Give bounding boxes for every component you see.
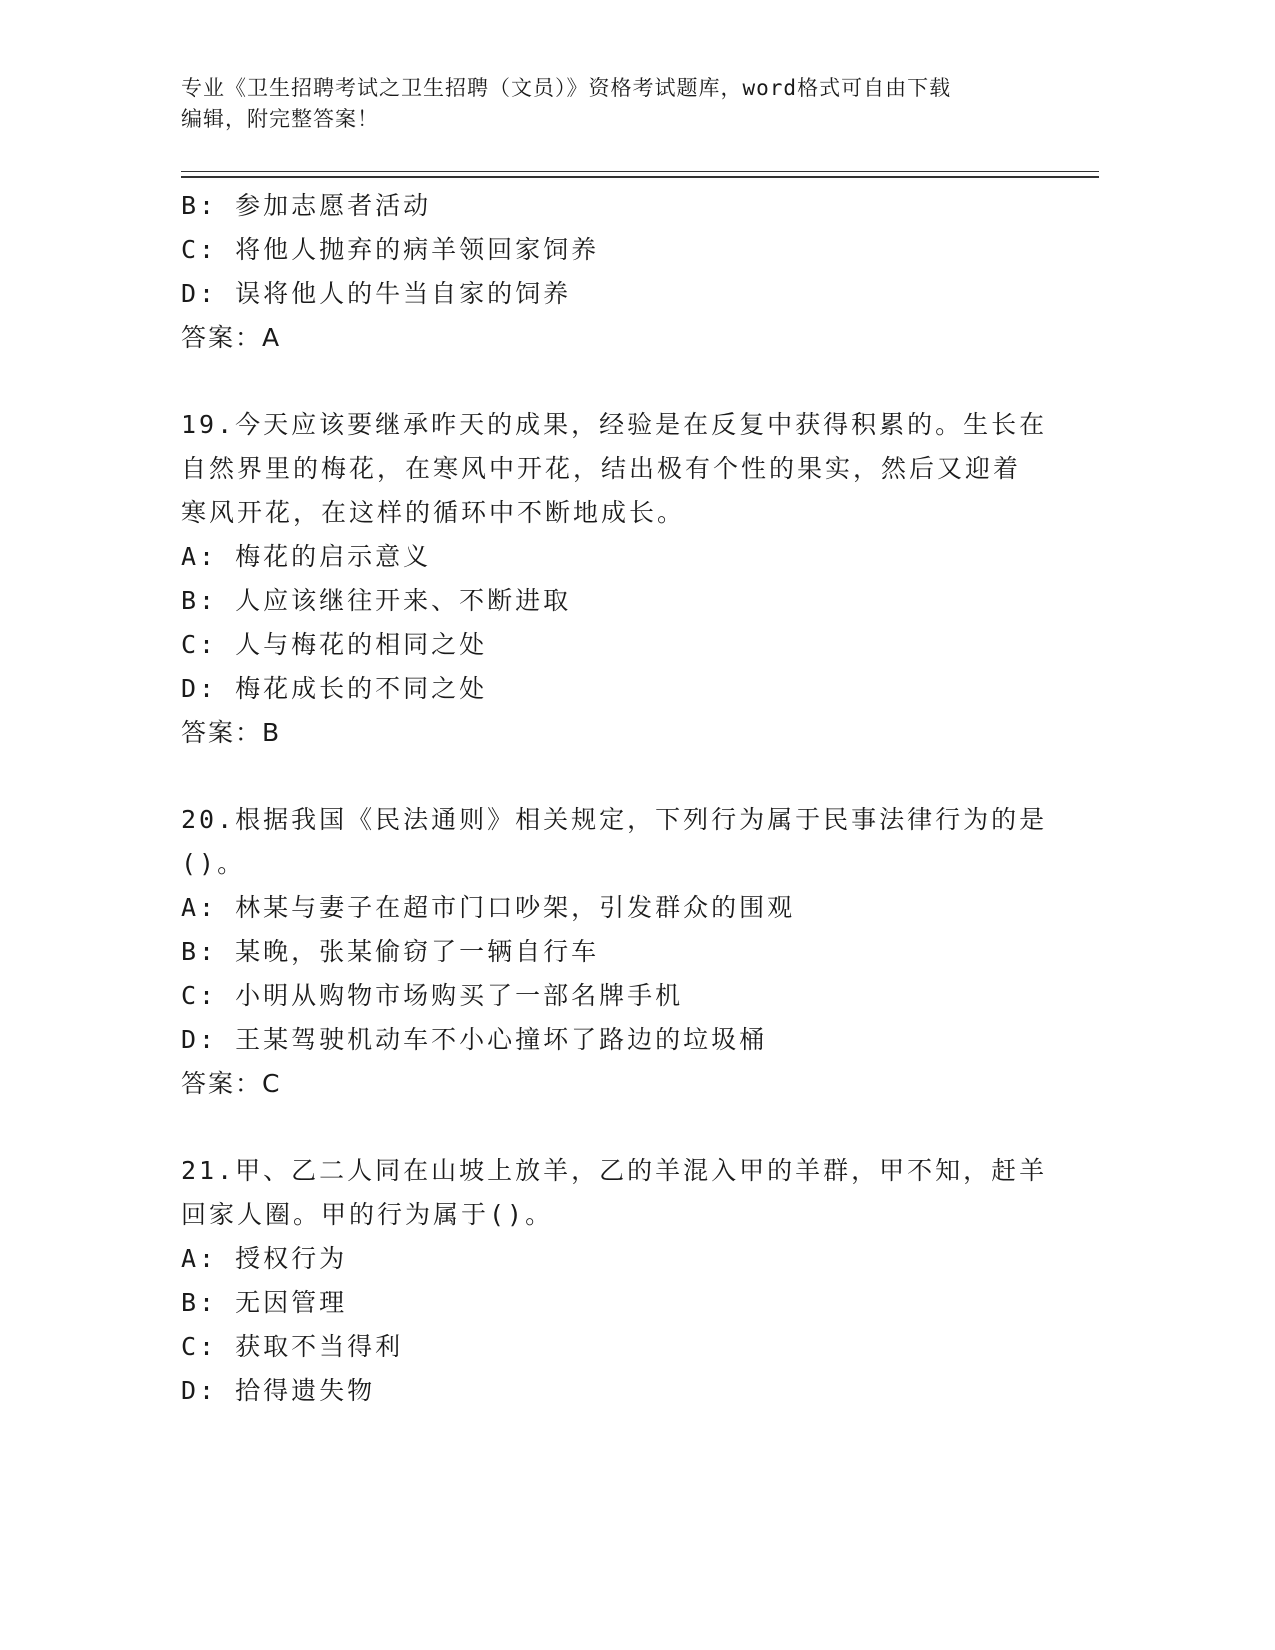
question-text-line-2: ()。: [181, 849, 246, 878]
option-c: C: 小明从购物市场购买了一部名牌手机: [181, 981, 684, 1010]
question-18: [181, 184, 1061, 360]
answer: 答案：C: [181, 1069, 282, 1098]
question-text-line-3: 寒风开花，在这样的循环中不断地成长。: [181, 498, 686, 527]
question-list: [181, 184, 1061, 1413]
option-b: B: 某晚，张某偷窃了一辆自行车: [181, 937, 600, 966]
option-b: B: 参加志愿者活动: [181, 191, 432, 220]
option-b: B: 人应该继往开来、不断进取: [181, 586, 572, 615]
question-20: [181, 798, 1061, 1106]
option-d: D: 拾得遗失物: [181, 1376, 376, 1405]
question-text-line-2: 回家人圈。甲的行为属于()。: [181, 1200, 554, 1229]
header-line-2: 编辑，附完整答案！: [181, 107, 379, 131]
question-text-line-1: 21.甲、乙二人同在山坡上放羊，乙的羊混入甲的羊群，甲不知，赶羊: [181, 1156, 1048, 1185]
option-a: A: 梅花的启示意义: [181, 542, 432, 571]
header-rule-thick: [181, 176, 1099, 178]
option-a: A: 授权行为: [181, 1244, 348, 1273]
option-d: D: 误将他人的牛当自家的饲养: [181, 279, 572, 308]
option-a: A: 林某与妻子在超市门口吵架，引发群众的围观: [181, 893, 796, 922]
answer: 答案：A: [181, 323, 282, 352]
option-d: D: 梅花成长的不同之处: [181, 674, 488, 703]
option-c: C: 将他人抛弃的病羊领回家饲养: [181, 235, 600, 264]
question-21: [181, 1149, 1061, 1413]
option-d: D: 王某驾驶机动车不小心撞坏了路边的垃圾桶: [181, 1025, 768, 1054]
option-b: B: 无因管理: [181, 1288, 348, 1317]
question-text-line-1: 19.今天应该要继承昨天的成果，经验是在反复中获得积累的。生长在: [181, 410, 1048, 439]
document-header: [181, 73, 1041, 135]
question-text-line-1: 20.根据我国《民法通则》相关规定，下列行为属于民事法律行为的是: [181, 805, 1048, 834]
question-19: [181, 403, 1061, 755]
answer: 答案：B: [181, 718, 282, 747]
header-line-1: 专业《卫生招聘考试之卫生招聘（文员）》资格考试题库，word格式可自由下载: [181, 76, 952, 100]
question-text-line-2: 自然界里的梅花，在寒风中开花，结出极有个性的果实，然后又迎着: [181, 454, 1022, 483]
header-rule-thin: [181, 171, 1099, 172]
option-c: C: 获取不当得利: [181, 1332, 404, 1361]
option-c: C: 人与梅花的相同之处: [181, 630, 488, 659]
